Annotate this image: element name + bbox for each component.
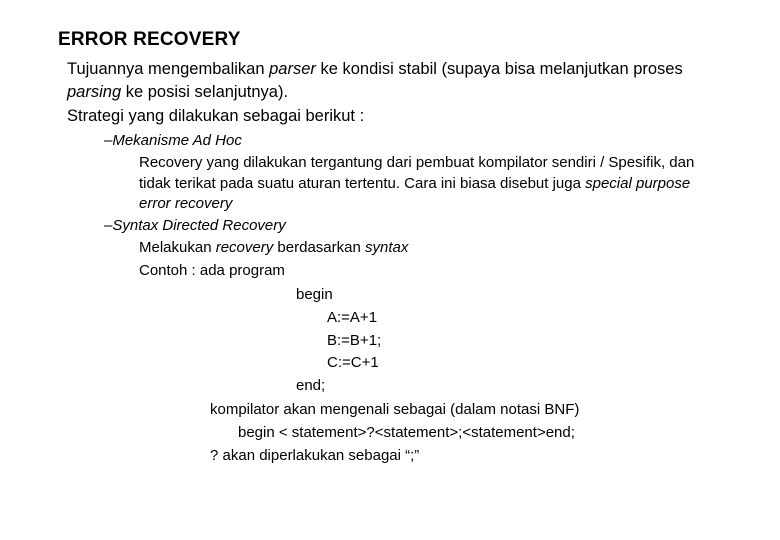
code-stmt-2: B:=B+1;: [327, 332, 382, 349]
adhoc-line-3: error recovery: [139, 195, 233, 212]
syntax-line-1: Melakukan recovery berdasarkan syntax: [139, 239, 409, 256]
bnf-rule: begin < statement>?<statement>;<statement>end;: [238, 424, 575, 441]
page-title: ERROR RECOVERY: [58, 29, 241, 50]
bnf-note: ? akan diperlakukan sebagai “;”: [210, 447, 420, 464]
adhoc-heading: –Mekanisme Ad Hoc: [104, 132, 242, 149]
intro-line-1: Tujuannya mengembalikan parser ke kondisi stabil (supaya bisa melanjutkan proses: [67, 60, 683, 78]
code-end: end;: [296, 377, 326, 394]
adhoc-line-1: Recovery yang dilakukan tergantung dari pembuat kompilator sendiri / Spesifik, dan: [139, 154, 695, 171]
code-stmt-3: C:=C+1: [327, 354, 379, 371]
strategy-heading: Strategi yang dilakukan sebagai berikut :: [67, 107, 365, 125]
example-label: Contoh : ada program: [139, 262, 285, 279]
bnf-intro: kompilator akan mengenali sebagai (dalam notasi BNF): [210, 401, 580, 418]
intro-line-2: parsing ke posisi selanjutnya).: [67, 83, 289, 101]
parser-term: parser: [269, 60, 316, 78]
code-stmt-1: A:=A+1: [327, 309, 378, 326]
syntax-heading: –Syntax Directed Recovery: [104, 217, 286, 234]
adhoc-line-2: tidak terikat pada suatu aturan tertentu. Cara ini biasa disebut juga special purpose: [139, 175, 691, 192]
code-begin: begin: [296, 286, 333, 303]
parsing-term: parsing: [67, 83, 122, 101]
